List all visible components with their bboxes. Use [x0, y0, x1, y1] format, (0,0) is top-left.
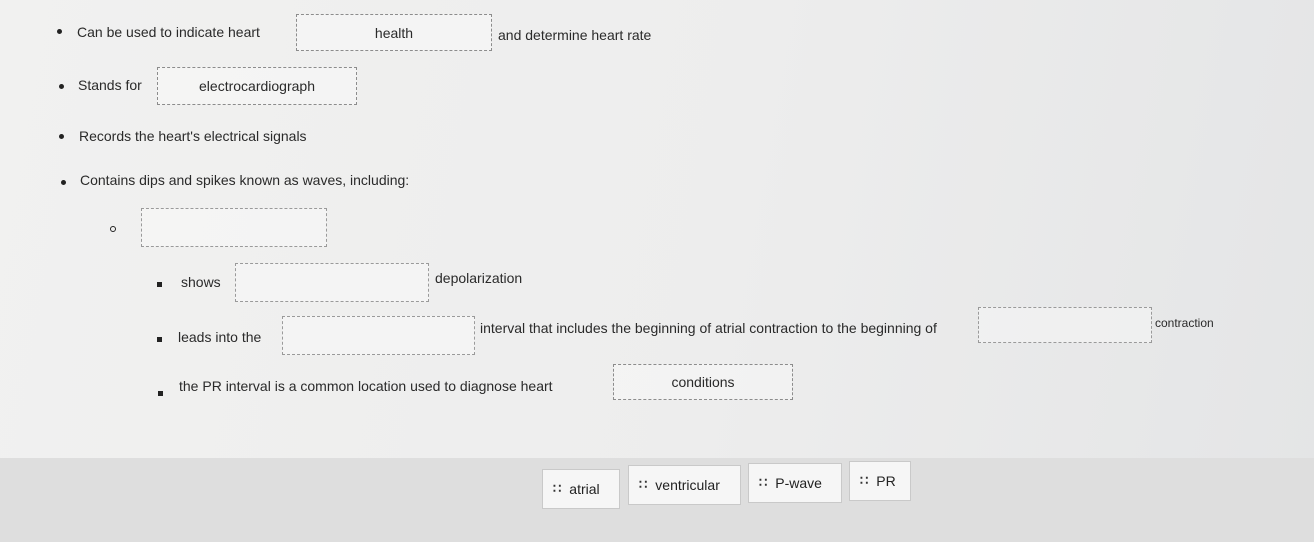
- sub1a-prefix: shows: [181, 274, 221, 290]
- drag-handle-icon: ∷: [759, 475, 767, 490]
- bullet-icon: [57, 29, 62, 34]
- sub1b-suffix: contraction: [1155, 316, 1214, 330]
- chip-ventricular[interactable]: [628, 465, 741, 505]
- item1-suffix: and determine heart rate: [498, 27, 652, 43]
- dropzone-value: conditions: [671, 374, 735, 390]
- chip-label: PR: [876, 473, 896, 489]
- dropzone-heart-conditions[interactable]: [613, 364, 793, 400]
- chip-atrial[interactable]: [542, 469, 620, 509]
- chip-label: ventricular: [655, 477, 720, 493]
- chip-label: P-wave: [775, 475, 822, 491]
- dropzone-wave-name[interactable]: [141, 208, 327, 247]
- item2-prefix: Stands for: [78, 77, 142, 93]
- dropzone-heart-health[interactable]: [296, 14, 492, 51]
- square-bullet-icon: [157, 337, 162, 342]
- sub1a-suffix: depolarization: [435, 270, 523, 286]
- sub1b-middle: interval that includes the beginning of atrial contraction to the beginning of: [480, 320, 937, 336]
- sub1c-prefix: the PR interval is a common location used to diagnose heart: [179, 378, 553, 394]
- item3-text: Records the heart's electrical signals: [79, 128, 307, 144]
- square-bullet-icon: [157, 282, 162, 287]
- dropzone-stands-for[interactable]: [157, 67, 357, 105]
- bullet-icon: [59, 134, 64, 139]
- dropzone-value: health: [374, 24, 414, 41]
- drag-handle-icon: ∷: [639, 477, 647, 492]
- bullet-icon: [59, 84, 64, 89]
- dropzone-value: electrocardiograph: [199, 78, 315, 94]
- dropzone-contraction-type[interactable]: [978, 307, 1152, 343]
- chip-p-wave[interactable]: [748, 463, 842, 503]
- bullet-icon: [61, 180, 66, 185]
- item4-text: Contains dips and spikes known as waves, including:: [80, 172, 410, 188]
- circle-bullet-icon: [110, 226, 116, 232]
- dropzone-interval-name[interactable]: [282, 316, 475, 355]
- item1-prefix: Can be used to indicate heart: [77, 24, 260, 40]
- chip-label: atrial: [569, 481, 600, 497]
- sub1b-prefix: leads into the: [178, 329, 262, 345]
- dropzone-depolarization-type[interactable]: [235, 263, 429, 302]
- chip-pr[interactable]: [849, 461, 911, 501]
- drag-handle-icon: ∷: [553, 481, 561, 496]
- square-bullet-icon: [158, 391, 163, 396]
- drag-handle-icon: ∷: [860, 473, 868, 488]
